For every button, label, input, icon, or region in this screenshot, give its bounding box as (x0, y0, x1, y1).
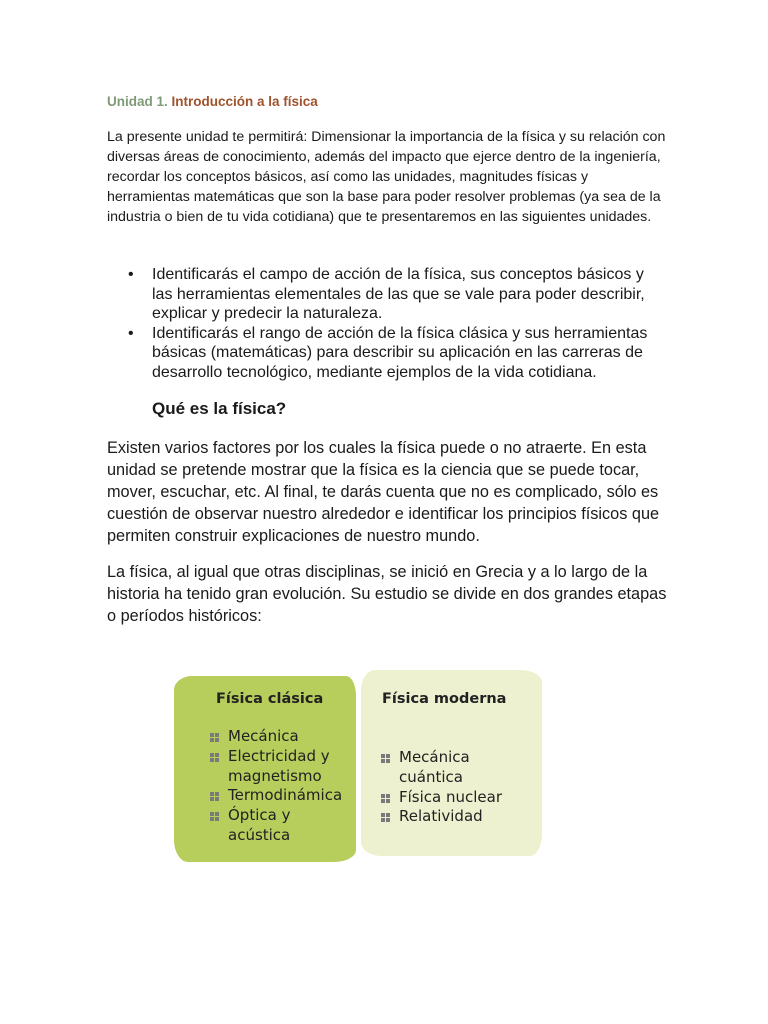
list-item (210, 786, 350, 806)
list-item (381, 748, 531, 788)
objective-item: • Identificarás el rango de acción de la física clásica y sus herramientas básicas (matemáticas) para describir su aplicación en las carreras de desarrollo tecnológico, mediante ejemplos de la vida cotidiana. (107, 324, 667, 383)
modern-physics-title: Física moderna (382, 691, 507, 707)
grid-bullet-icon (381, 794, 390, 803)
list-item-label: Termodinámica (228, 786, 343, 805)
modern-physics-list (381, 748, 531, 827)
modern-physics-box (361, 670, 542, 856)
list-item (210, 727, 350, 747)
grid-bullet-icon (210, 753, 219, 762)
unit-title: Introducción a la física (171, 94, 318, 109)
intro-paragraph: La presente unidad te permitirá: Dimensionar la importancia de la física y su relación con diversas áreas de conocimiento, además del impacto que ejerce dentro de la ingeniería, recordar los conceptos básicos, así como las unidades, magnitudes físicas y herramientas matemáticas que son la base para poder resolver problemas (ya sea de la industria o bien de tu vida cotidiana) que te presentaremos en las siguientes unidades. (107, 129, 666, 225)
section-title: Qué es la física? (152, 399, 287, 418)
list-item-label: Óptica y acústica (228, 806, 291, 844)
list-item-label: Mecánica cuántica (399, 748, 470, 786)
list-item (381, 788, 531, 808)
classic-physics-box (174, 676, 356, 862)
list-item-label: Mecánica (228, 727, 299, 745)
unit-heading (107, 94, 318, 109)
classic-physics-list (210, 727, 350, 846)
list-item-label: Física nuclear (399, 787, 503, 806)
grid-bullet-icon (210, 792, 219, 801)
list-item (210, 747, 350, 787)
grid-bullet-icon (381, 813, 390, 822)
body-paragraph: Existen varios factores por los cuales la física puede o no atraerte. En esta unidad se pretende mostrar que la física es la ciencia que se puede tocar, mover, escuchar, etc. Al final, te darás cuenta que no es complicado, sólo es cuestión de observar nuestro alrededor e identificar los principios físicos que permiten construir explicaciones de nuestro mundo. (107, 439, 660, 545)
body-paragraph: La física, al igual que otras disciplinas, se inició en Grecia y a lo largo de la historia ha tenido gran evolución. Su estudio se divide en dos grandes etapas o períodos históricos: (107, 563, 667, 625)
grid-bullet-icon (210, 733, 219, 742)
list-item-label: Relatividad (399, 807, 483, 826)
list-item (210, 806, 350, 846)
unit-number: Unidad 1. (107, 94, 168, 109)
grid-bullet-icon (210, 812, 219, 821)
classic-physics-title: Física clásica (216, 691, 324, 707)
list-item-label: Electricidad y magnetismo (228, 746, 330, 785)
objectives-list (107, 265, 667, 382)
grid-bullet-icon (381, 754, 390, 763)
list-item (381, 807, 531, 827)
objective-item: • Identificarás el campo de acción de la física, sus conceptos básicos y las herramientas elementales de las que se vale para poder describir, explicar y predecir la naturaleza. (107, 265, 667, 324)
